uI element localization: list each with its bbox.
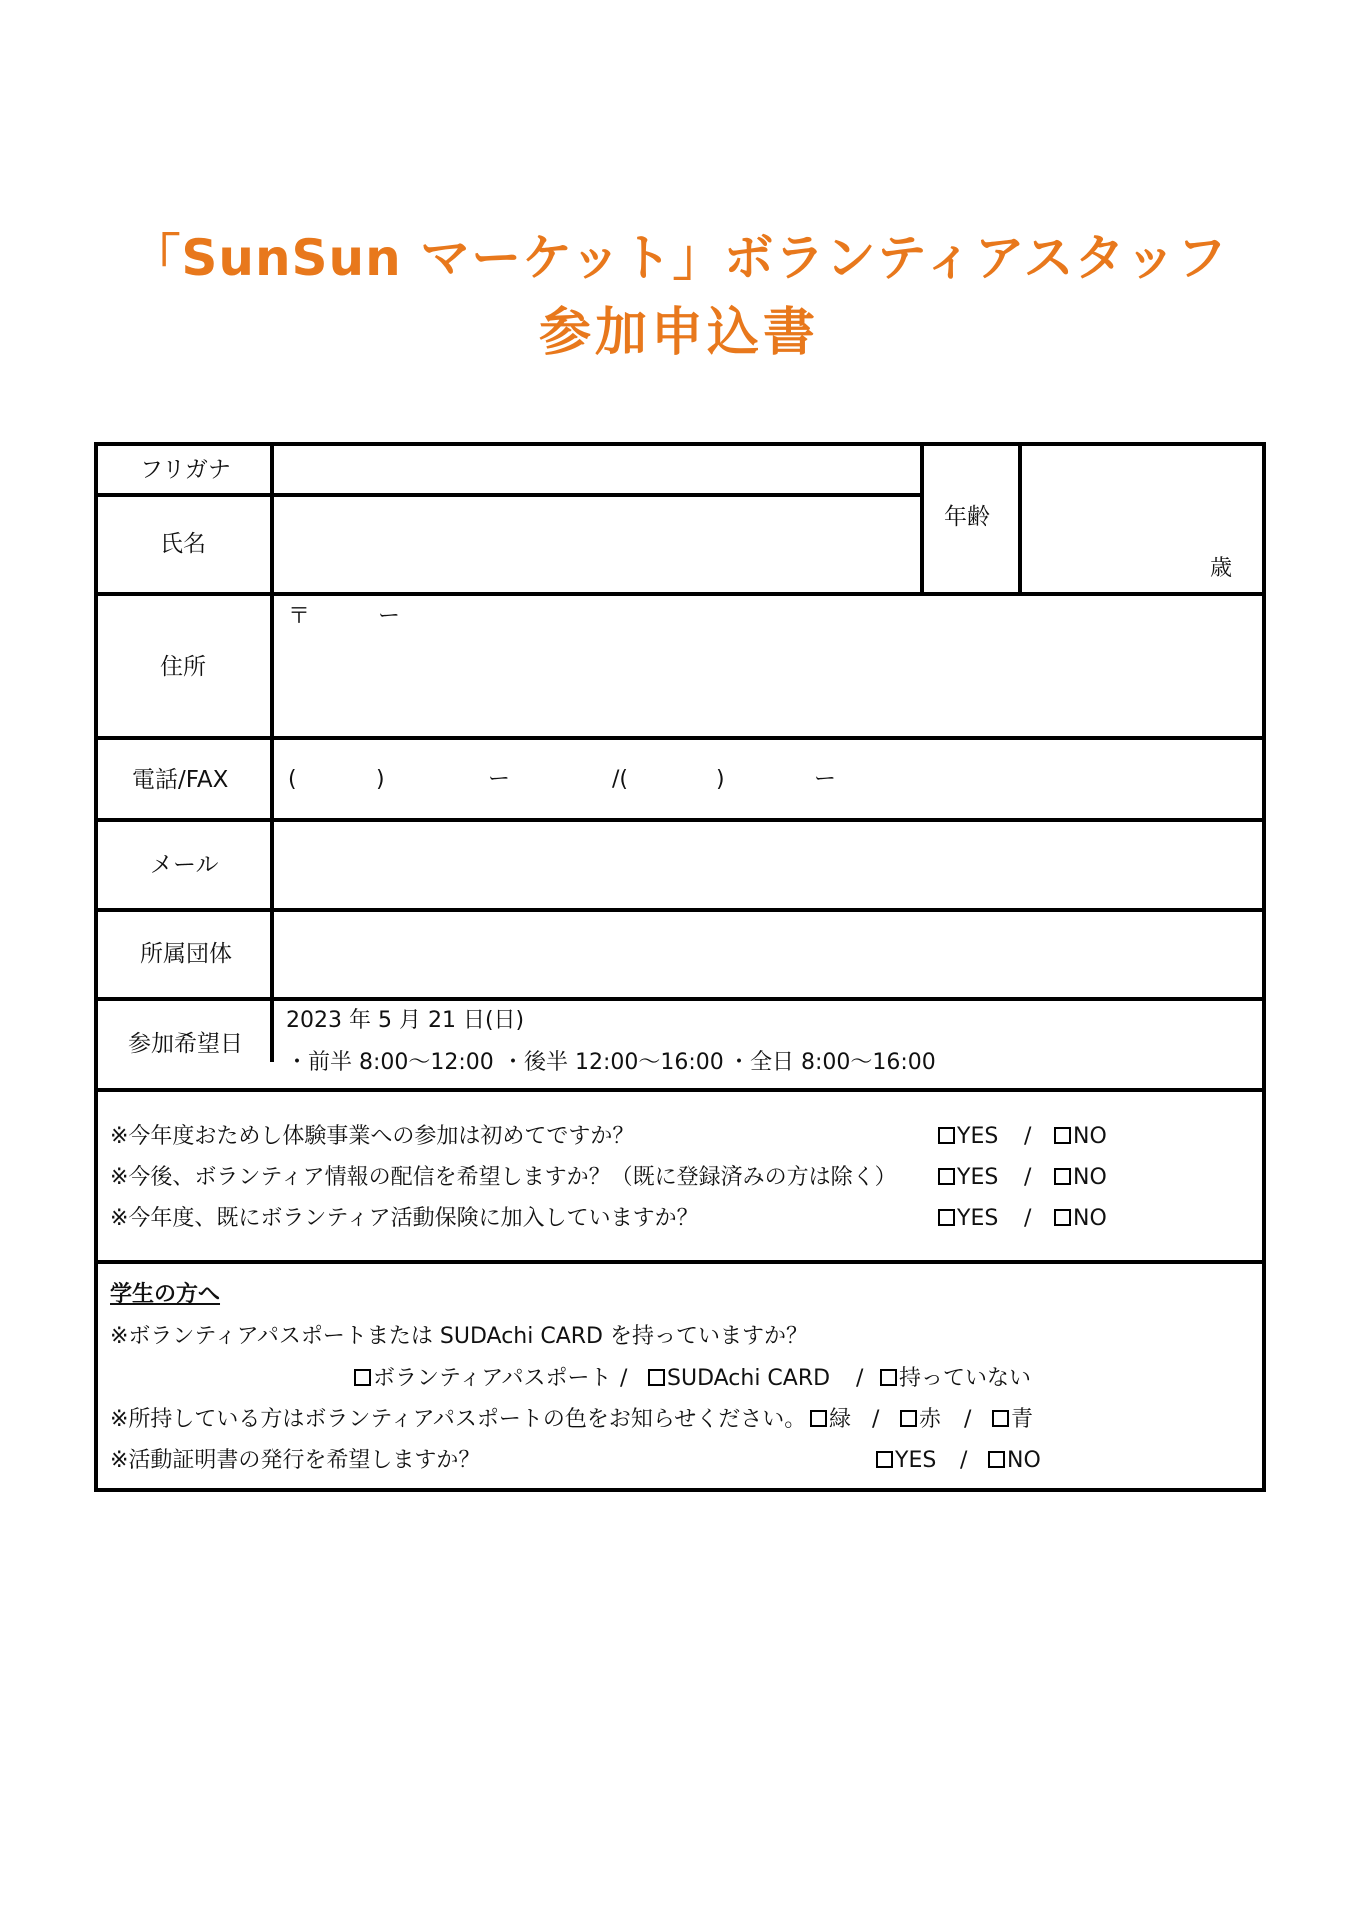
- furigana-label: フリガナ: [140, 457, 231, 483]
- form-title: 「SunSun マーケット」ボランティアスタッフ: [130, 229, 1228, 287]
- option-none[interactable]: [880, 1368, 1031, 1390]
- checkbox-icon[interactable]: [938, 1209, 955, 1226]
- phone-paren: ): [376, 767, 385, 792]
- student-question-card: ※ボランティアパスポートまたは SUDAchi CARD を持っていますか？: [110, 1324, 808, 1349]
- row-divider: [98, 592, 1262, 596]
- row-divider: [98, 908, 1262, 912]
- row-divider: [98, 997, 1262, 1001]
- option-label: 赤: [919, 1407, 942, 1432]
- age-right-divider: [1018, 446, 1022, 592]
- yes-label: YES: [957, 1206, 999, 1231]
- student-question-certificate: ※活動証明書の発行を希望しますか？: [110, 1448, 481, 1473]
- phone-dash: ー: [488, 767, 511, 792]
- color-blue-option[interactable]: [992, 1409, 1033, 1431]
- question-text: ※今後、ボランティア情報の配信を希望しますか？（既に登録済みの方は除く）: [110, 1165, 897, 1190]
- age-left-divider: [920, 446, 924, 592]
- checkbox-icon[interactable]: [1054, 1209, 1071, 1226]
- row-divider: [98, 1260, 1262, 1264]
- option-label: 緑: [829, 1407, 852, 1432]
- checkbox-icon[interactable]: [988, 1451, 1005, 1468]
- label-column-divider: [270, 446, 274, 1062]
- question-text: ※今年度おためし体験事業への参加は初めてですか？: [110, 1124, 635, 1149]
- group-label: 所属団体: [140, 941, 232, 967]
- yes-option[interactable]: [938, 1126, 998, 1148]
- checkbox-icon[interactable]: [810, 1410, 827, 1427]
- checkbox-icon[interactable]: [354, 1369, 371, 1386]
- fax-separator: /(: [612, 767, 628, 792]
- option-separator: /: [960, 1448, 968, 1473]
- color-green-option[interactable]: [810, 1409, 851, 1431]
- option-separator: /: [872, 1407, 880, 1432]
- application-form: [94, 442, 1266, 1492]
- date-value: 2023 年 5 月 21 日(日): [286, 1008, 525, 1033]
- no-label: NO: [1073, 1206, 1107, 1231]
- email-label: メール: [150, 852, 219, 878]
- checkbox-icon[interactable]: [1054, 1168, 1071, 1185]
- row-divider: [98, 1088, 1262, 1092]
- checkbox-icon[interactable]: [1054, 1127, 1071, 1144]
- fax-dash: ー: [814, 767, 837, 792]
- row-divider: [98, 493, 924, 497]
- postal-dash: ー: [378, 604, 401, 629]
- option-label: 持っていない: [899, 1366, 1032, 1391]
- checkbox-icon[interactable]: [876, 1451, 893, 1468]
- age-label: 年齢: [944, 504, 990, 530]
- yes-label: YES: [957, 1165, 999, 1190]
- no-label: NO: [1073, 1165, 1107, 1190]
- checkbox-icon[interactable]: [900, 1410, 917, 1427]
- no-label: NO: [1007, 1448, 1041, 1473]
- address-label: 住所: [160, 654, 206, 680]
- color-red-option[interactable]: [900, 1409, 941, 1431]
- yes-label: YES: [957, 1124, 999, 1149]
- option-label: SUDAchi CARD: [667, 1366, 831, 1391]
- option-sudachi-card[interactable]: [648, 1368, 830, 1390]
- option-label: 青: [1011, 1407, 1034, 1432]
- time-slot-fullday: ・全日 8:00～16:00: [728, 1050, 936, 1075]
- student-question-color: ※所持している方はボランティアパスポートの色をお知らせください。: [110, 1407, 807, 1432]
- option-label: ボランティアパスポート: [373, 1366, 612, 1391]
- students-heading: 学生の方へ: [110, 1282, 221, 1307]
- yes-option[interactable]: [876, 1450, 936, 1472]
- no-label: NO: [1073, 1124, 1107, 1149]
- checkbox-icon[interactable]: [938, 1127, 955, 1144]
- row-divider: [98, 736, 1262, 740]
- age-unit: 歳: [1210, 556, 1233, 581]
- question-text: ※今年度、既にボランティア活動保険に加入していますか？: [110, 1206, 699, 1231]
- option-volunteer-passport[interactable]: [354, 1368, 611, 1390]
- time-slot-morning: ・前半 8:00～12:00: [286, 1050, 494, 1075]
- date-label: 参加希望日: [128, 1031, 243, 1057]
- checkbox-icon[interactable]: [992, 1410, 1009, 1427]
- option-separator: /: [1024, 1206, 1032, 1231]
- form-subtitle: 参加申込書: [538, 303, 819, 363]
- option-separator: /: [620, 1366, 628, 1391]
- no-option[interactable]: [1054, 1208, 1107, 1230]
- no-option[interactable]: [1054, 1167, 1107, 1189]
- postal-mark: 〒: [288, 604, 311, 629]
- option-separator: /: [1024, 1124, 1032, 1149]
- yes-label: YES: [895, 1448, 937, 1473]
- fax-paren: ): [716, 767, 725, 792]
- yes-option[interactable]: [938, 1208, 998, 1230]
- no-option[interactable]: [1054, 1126, 1107, 1148]
- name-label: 氏名: [160, 531, 206, 557]
- row-divider: [98, 818, 1262, 822]
- checkbox-icon[interactable]: [648, 1369, 665, 1386]
- phone-paren: (: [288, 767, 297, 792]
- phone-label: 電話/FAX: [132, 767, 229, 793]
- time-slot-afternoon: ・後半 12:00～16:00: [502, 1050, 724, 1075]
- checkbox-icon[interactable]: [880, 1369, 897, 1386]
- option-separator: /: [964, 1407, 972, 1432]
- yes-option[interactable]: [938, 1167, 998, 1189]
- no-option[interactable]: [988, 1450, 1041, 1472]
- option-separator: /: [856, 1366, 864, 1391]
- option-separator: /: [1024, 1165, 1032, 1190]
- checkbox-icon[interactable]: [938, 1168, 955, 1185]
